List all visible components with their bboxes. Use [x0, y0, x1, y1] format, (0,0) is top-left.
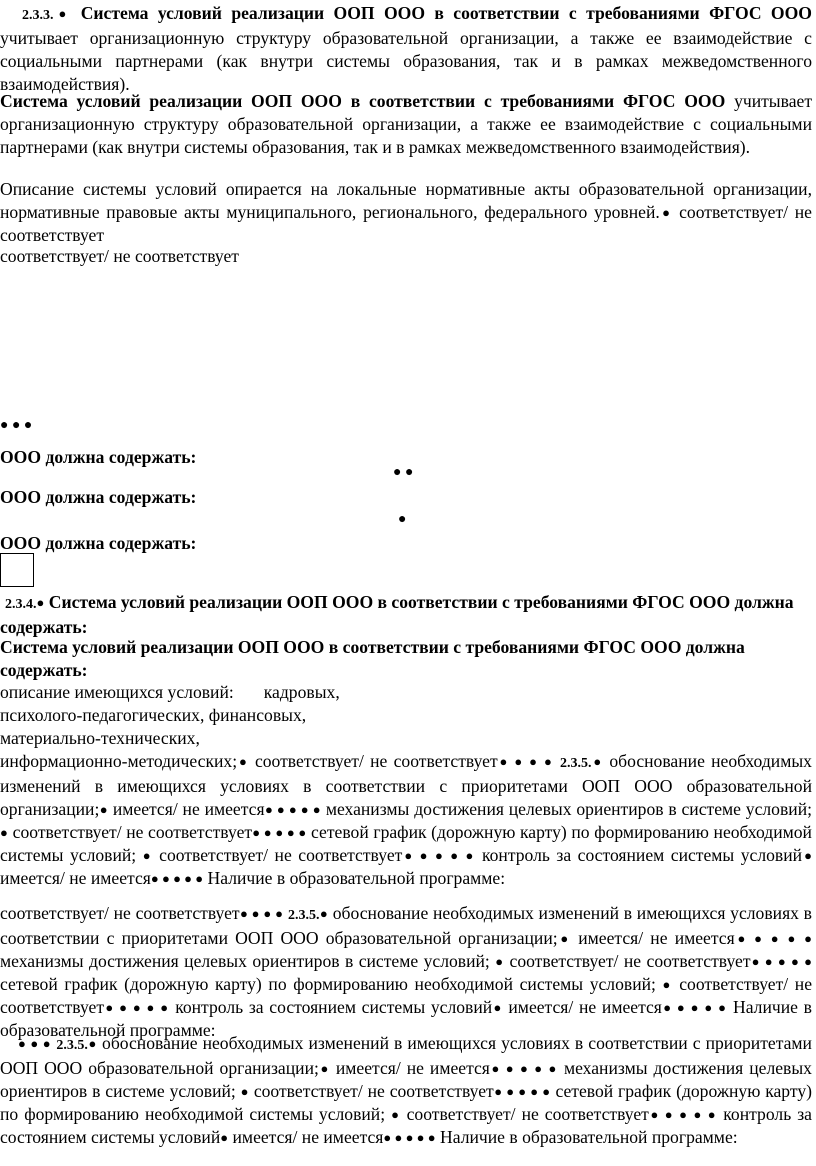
- paragraph-description: [0, 178, 812, 247]
- section-title: Система условий реализации ООП ООО в соответствии с требованиями ФГОС ООО должна содержать:: [0, 592, 794, 637]
- status-text: соответствует/ не соответствует: [159, 845, 403, 865]
- conditions-block-2: [0, 902, 812, 1042]
- bullet-dots-icon: ● ● ● ● ●: [402, 848, 476, 863]
- list-item: информационно-методических;: [0, 751, 238, 771]
- item-text: сетевой график (дорожную карту) по формированию необходимой системы условий;: [0, 822, 812, 865]
- bullet-icon: ●: [240, 1084, 249, 1099]
- status-line: соответствует/ не соответствует: [0, 246, 239, 266]
- item-text: сетевой график (дорожную карту) по формированию необходимой системы условий;: [0, 1081, 812, 1124]
- bullet-dots-icon: ● ● ● ● ●: [104, 1000, 170, 1015]
- bullet-icon: ●: [557, 931, 572, 946]
- status-text: соответствует/ не соответствует: [254, 751, 498, 771]
- list-item: кадровых,: [263, 682, 340, 702]
- list-line-3: материально-технических,: [0, 728, 200, 748]
- item-text: механизмы достижения целевых ориентиров в системе условий;: [0, 951, 490, 971]
- bullet-dots-icon: ● ● ● ● ●: [252, 825, 307, 840]
- bullet-dots-icon: ● ● ●: [0, 418, 33, 433]
- bullet-icon: ●: [36, 595, 45, 610]
- status-text: имеется/ не имеется: [0, 868, 151, 888]
- section-number: 2.3.5.: [56, 1038, 88, 1053]
- bullet-dot-icon: ●: [398, 512, 407, 527]
- bullet-icon: ●: [319, 906, 329, 921]
- bullet-dots-icon: ● ●: [393, 465, 414, 480]
- status-text: соответствует/ не соответствует: [509, 951, 751, 971]
- bullet-icon: ●: [495, 954, 505, 969]
- bullet-icon: ●: [318, 1061, 330, 1076]
- ooo-heading-2: ООО должна содержать:: [0, 487, 197, 507]
- status-text: соответствует/ не соответствует: [12, 822, 253, 842]
- bullet-icon: ●: [659, 205, 673, 220]
- paragraph-title: Система условий реализации ООП ООО в соответствии с требованиями ФГОС ООО должна содержать:: [0, 637, 745, 680]
- status-text: соответствует/ не соответствует: [0, 202, 812, 245]
- bullet-icon: ●: [802, 848, 813, 863]
- status-text: имеется/ не имеется: [112, 799, 265, 819]
- bullet-icon: ●: [492, 1000, 503, 1015]
- section-2-3-4: [0, 591, 812, 639]
- bullet-icon: ●: [0, 825, 9, 840]
- bullet-icon: ●: [662, 977, 673, 992]
- conditions-block-3: [0, 1032, 812, 1149]
- section-number: 2.3.3.: [22, 8, 54, 23]
- list-line-1: [0, 681, 340, 704]
- bullet-dots-icon: ● ● ● ● ●: [264, 802, 321, 817]
- list-line-2: психолого-педагогических, финансовых,: [0, 705, 307, 725]
- section-number: 2.3.5.: [560, 756, 592, 771]
- bullet-dots-icon: ● ● ● ● ●: [750, 954, 812, 969]
- status-text: имеется/ не имеется: [578, 928, 735, 948]
- description-text: Описание системы условий опирается на локальные нормативные акты образовательной организации, нормативные правовые акты муниципального, регионального, федерального уровней.: [0, 179, 812, 222]
- status-text: имеется/ не имеется: [232, 1127, 384, 1147]
- status-text: соответствует/ не соответствует: [0, 974, 813, 1017]
- bullet-dots-icon: ● ● ● ●: [497, 754, 554, 769]
- bullet-dots-icon: ● ● ● ● ●: [734, 931, 812, 946]
- section-2-3-3: [0, 2, 812, 96]
- bullet-icon: ●: [53, 6, 72, 21]
- bullet-icon: ●: [591, 754, 604, 769]
- item-text: механизмы достижения целевых ориентиров в системе условий;: [325, 799, 812, 819]
- status-text: имеется/ не имеется: [335, 1058, 490, 1078]
- bullet-dots-icon: ● ● ● ● ●: [648, 1107, 718, 1122]
- bullet-dots-icon: ● ● ● ● ●: [489, 1061, 558, 1076]
- bullet-dots-icon: ● ● ● ● ●: [661, 1000, 728, 1015]
- item-text: механизмы достижения целевых ориентиров в системе условий;: [0, 1058, 812, 1101]
- item-text: обоснование необходимых изменений в имеющихся условиях в соответствии с приоритетами ООП ООО образовательной организации;: [0, 1033, 812, 1078]
- bullet-icon: ●: [142, 848, 153, 863]
- status-text: соответствует/ не соответствует: [0, 903, 240, 923]
- item-text: контроль за состоянием системы условий: [175, 997, 493, 1017]
- item-text: Наличие в образовательной программе:: [440, 1127, 738, 1147]
- paragraph-repeat-2: [0, 636, 812, 682]
- bullet-dots-icon: ● ● ● ●: [239, 906, 284, 921]
- status-text: соответствует/ не соответствует: [253, 1081, 494, 1101]
- section-number: 2.3.5.: [288, 908, 320, 923]
- item-text: Наличие в образовательной программе:: [0, 997, 812, 1040]
- bullet-icon: ●: [99, 802, 109, 817]
- item-text: контроль за состоянием системы условий: [481, 845, 803, 865]
- bullet-icon: ●: [220, 1130, 229, 1145]
- empty-box: [0, 553, 34, 587]
- list-lead: описание имеющихся условий:: [0, 682, 234, 702]
- status-text: имеется/ не имеется: [508, 997, 662, 1017]
- item-text: сетевой график (дорожную карту) по формированию необходимой системы условий;: [0, 974, 656, 994]
- bullet-icon: ●: [87, 1036, 97, 1051]
- bullet-dots-icon: ● ● ● ● ●: [383, 1130, 436, 1145]
- ooo-heading-1: ООО должна содержать:: [0, 447, 197, 467]
- paragraph-text: учитывает организационную структуру образовательной организации, а также ее взаимодействие с социальными партнерами (как внутри системы образования, так и в рамках межведомственного взаимодействия).: [0, 91, 813, 157]
- paragraph-repeat: [0, 90, 812, 159]
- status-text: соответствует/ не соответствует: [406, 1104, 649, 1124]
- bullet-icon: ●: [391, 1107, 401, 1122]
- bullet-dots-icon: ● ● ● ● ●: [493, 1084, 551, 1099]
- item-text: контроль за состоянием системы условий: [0, 1104, 812, 1147]
- paragraph-title: Система условий реализации ООП ООО в соответствии с требованиями ФГОС ООО: [0, 91, 726, 111]
- item-text: Наличие в образовательной программе:: [207, 868, 506, 888]
- item-text: обоснование необходимых изменений в имеющихся условиях в соответствии с приоритетами ООП ООО образовательной организации;: [0, 751, 812, 819]
- bullet-dots-icon: ● ● ●: [18, 1036, 52, 1051]
- conditions-block-1: [0, 750, 812, 890]
- item-text: обоснование необходимых изменений в имеющихся условиях в соответствии с приоритетами ООП ООО образовательной организации;: [0, 903, 812, 948]
- bullet-dots-icon: ● ● ● ● ●: [150, 871, 204, 886]
- section-number: 2.3.4.: [5, 597, 37, 612]
- bullet-icon: ●: [237, 754, 249, 769]
- section-title: Система условий реализации ООП ООО в соответствии с требованиями ФГОС ООО: [80, 3, 812, 23]
- section-text: учитывает организационную структуру образовательной организации, а также ее взаимодействие с социальными партнерами (как внутри системы образования, так и в рамках межведомственного взаимодействия).: [0, 28, 812, 94]
- ooo-heading-3: ООО должна содержать:: [0, 533, 197, 553]
